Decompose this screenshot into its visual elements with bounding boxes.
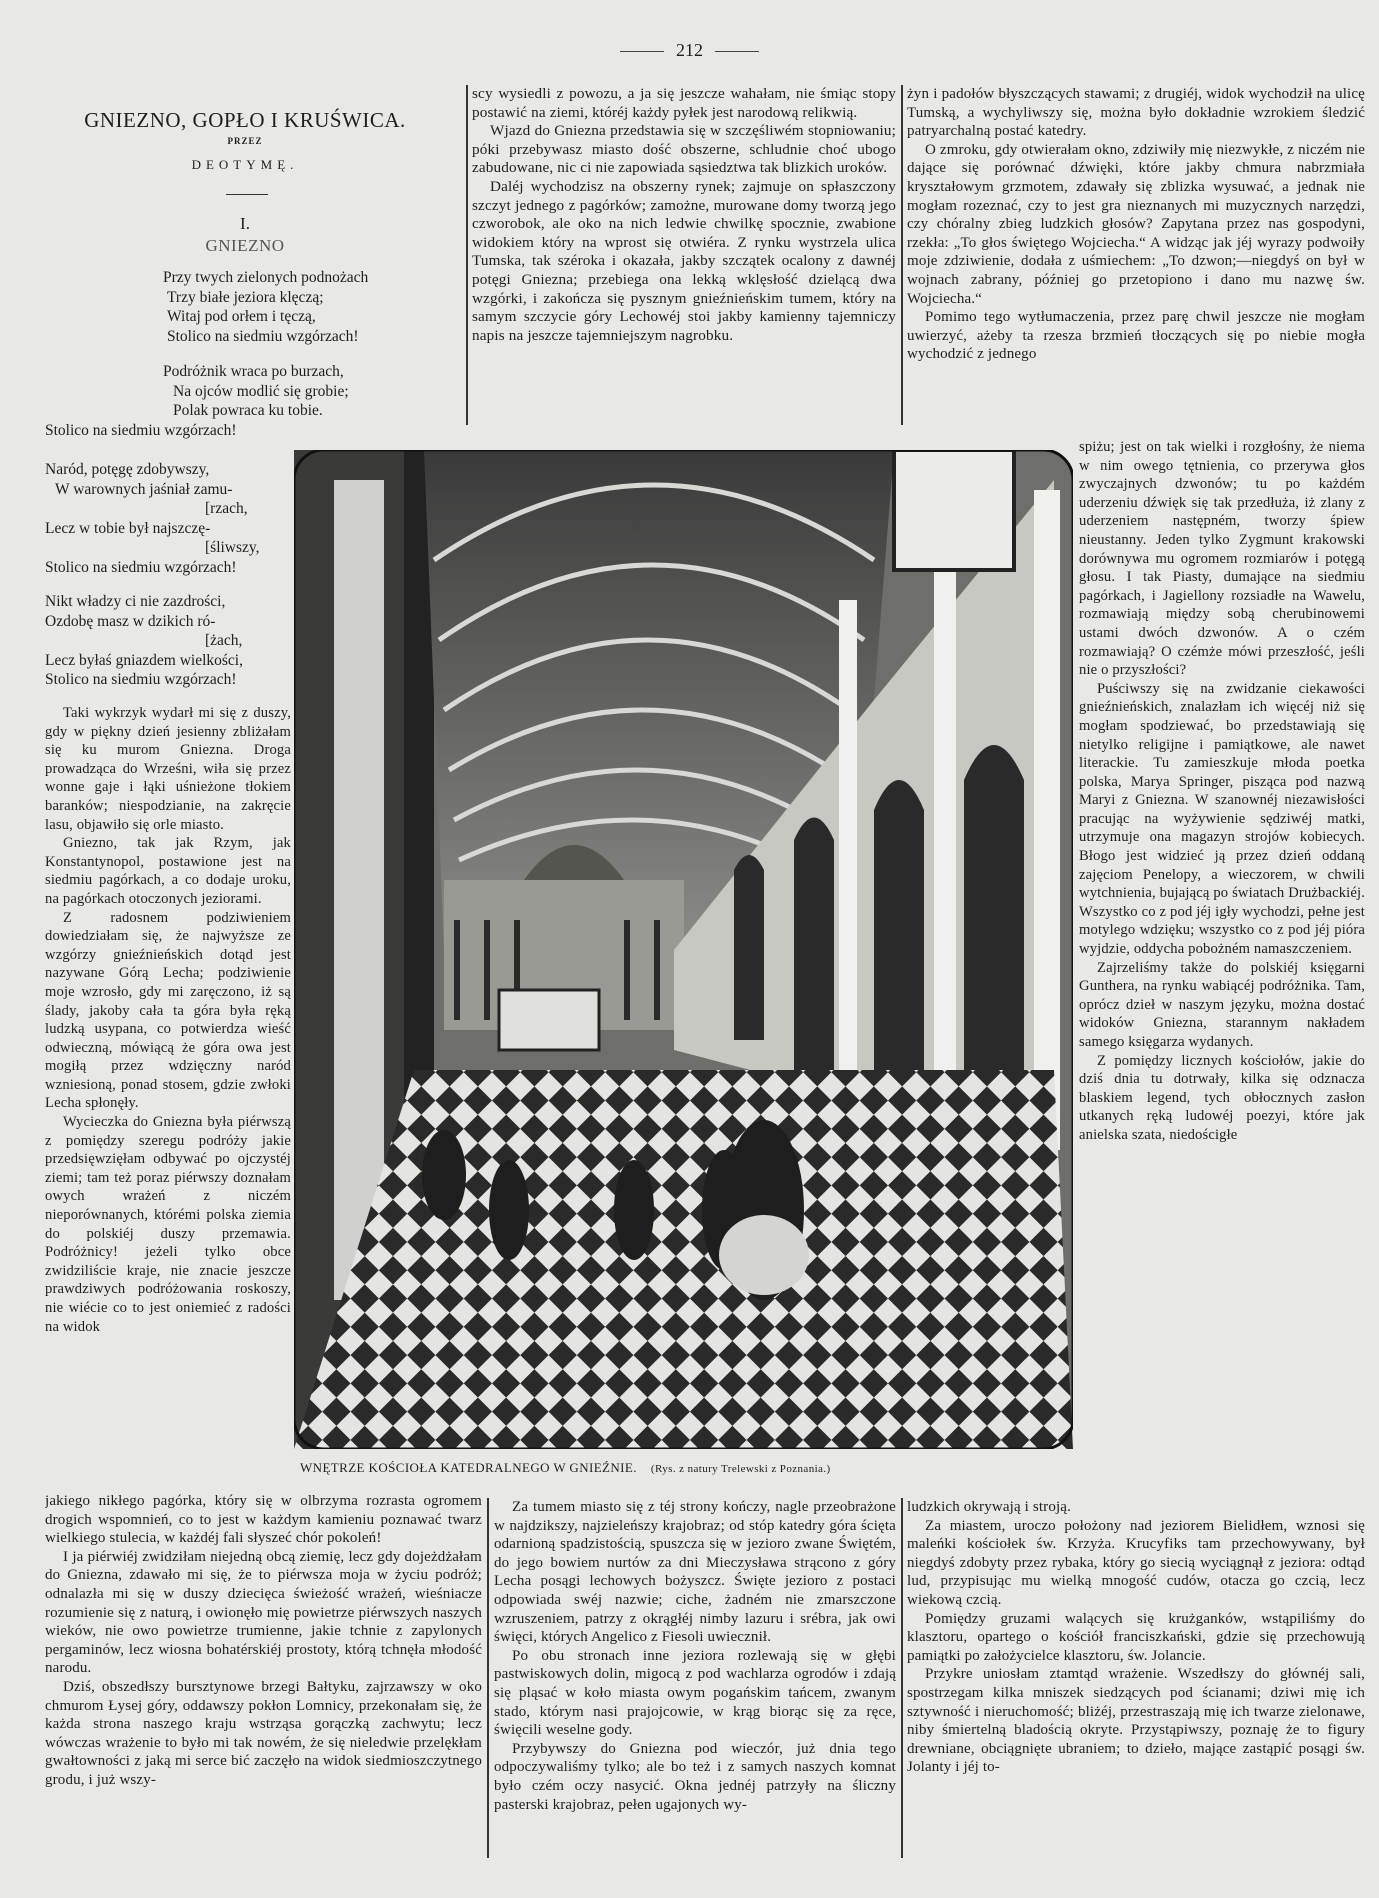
article-title: GNIEZNO, GOPŁO I KRUŚWICA.	[84, 108, 406, 132]
paragraph: ludzkich okrywają i stroją.	[907, 1499, 1072, 1515]
page-number-text: 212	[676, 40, 703, 60]
illustration-caption	[300, 1460, 1070, 1476]
column-rule	[901, 1498, 903, 1858]
paragraph: Z radosnem podziwieniem dowiedziałam się, że najwyższe ze wzgórzy gnieźnieńskich dotąd jest nazywane Górą Lecha; podziwienie moje wzrosło, gdy mi zaręczono, iż są ślady, jakoby cała ta góra była ręką ludzką usypana, co potwierdza wieść odwieczną, mówiącą że góra owa jest mogiłą przez wdzięczny naród wzniesioną, ponad stosem, gdzie zwłoki Lecha spłonęły.	[45, 909, 291, 1112]
cathedral-interior-engraving	[294, 450, 1073, 1449]
paragraph: spiżu; jest on tak wielki i rozgłośny, że niema w nim owego tętnienia, co przerywa głos zwyczajnych dzwonów; tu po każdém uderzeniu dźwięk się tak przedłuża, iż zlany z uderzeniem następném, tworzy śpiew nieustanny. Jeden tylko Zygmunt krakowski dorównywa mu ogromem rozmiarów i potęgą głosu. I tak Piasty, dumające na siedmiu pagórkach, i Jagiellony rozsiadłe na Wawelu, rozmawiają między sobą cherubinowemi ustami dwóch dzwonów. A o czém rozmawiają? O czémże mówi przeszłość, jeśli nie o przyszłości?	[1079, 439, 1365, 679]
paragraph: scy wysiedli z powozu, a ja się jeszcze wahałam, nie śmiąc stopy postawić na ziemi, któréj każdy pyłek jest narodową relikwią.	[472, 85, 896, 121]
poem-stanza-2	[45, 362, 349, 440]
poem-stanza-3	[45, 460, 260, 577]
paragraph: Taki wykrzyk wydarł mi się z duszy, gdy w piękny dzień jesienny zbliżałam się ku murom Gniezna. Droga prowadząca do Wrześni, wiła się przez wonne gaje i łąki uśnieżone tłokiem baranków; niespodzianie, na zakręcie lasu, objawiło się orle miasto.	[45, 705, 291, 833]
paragraph: Puściwszy się na zwidzanie ciekawości gnieźnieńskich, znalazłam ich więcéj niż się mogłam spodziewać, bo przedstawiają się nietylko religijne i pamiątkowe, ale nawet literackie. Tu zamieszkuje młoda poetka polska, Marya Springer, pisząca pod nazwą Maryi z Gniezna. W szanownéj niezawisłości pracując na wyżywienie sędziwéj matki, utrzymuje ona magazyn strojów kobiecych. Błogo jest widzieć ją przez dzień oddaną zajęciom Penelopy, a wieczorem, w chwili wytchnienia, bujającą po światach Drużbackiéj. Wszystko co z pod jéj igły wychodzi, pełne jest motylego wdzięku; wszystko co z pod jéj pióra wyjdzie, oddycha pobożném namaszczeniem.	[1079, 680, 1365, 958]
column-rule	[466, 85, 468, 425]
poem-line: Ozdobę masz w dzikich ró-	[45, 612, 216, 630]
right-column-bottom	[907, 1498, 1365, 1862]
right-column-top	[907, 85, 1365, 437]
paragraph: O zmroku, gdy otwierałam okno, zdziwiły mię niezwykłe, z niczém nie dające się porównać dźwięki, które jakby chmura nabrzmiała kryształowym grzmotem, zdawały się zblizka wysuwać, a jednak nie mogłam rozeznać, czy to jest gra nieznanych mi muzycznych narzędzi, czy chóralny zbieg ludzkich głosów? Zapytana przez nas gospodyni, rzekła: „To głos świętego Wojciecha.“ A widząc jak jéj wyrazy podwoiły moje zdziwienie, dodała z uśmiechem: „To dzwon;—niegdyś on był w wojnach zabrany, później go przetopiono i dano mu nazwę św. Wojciecha.“	[907, 141, 1365, 307]
section-title: GNIEZNO	[205, 236, 285, 255]
poem-line: Polak powraca ku tobie.	[173, 402, 323, 419]
paragraph: Z pomiędzy licznych kościołów, jakie do dziś dnia tu dotrwały, kilka się odznacza blaskiem legend, tych obłocznych zasłon utkanych ręką ludowéj poezyi, które jak anielska szata, niedościgłe	[1079, 1052, 1365, 1143]
poem-stanza-1	[163, 268, 368, 346]
paragraph: Za tumem miasto się z téj strony kończy, nagle przeobrażone w najdzikszy, najzieleńszy krajobraz; od stóp katedry góra ścięta odarnioną spadzistością, spuszcza się w jezioro zwane Świętém, do jego bowiem nurtów za dni Mieczysława strącono z góry Lecha posągi lechowych bożyszcz. Święte jezioro z postaci odpowiada swéj nazwie; ciche, żadném nie zmarszczone wzruszeniem, patrzy z okrągłéj nimby lazuru i srébra, jak owi święci, których Angelico z Fiesoli uwiecznił.	[494, 1499, 896, 1646]
paragraph: Po obu stronach inne jeziora rozlewają się w głębi pastwiskowych dolin, migocą z pod wachlarza ogrodów i zdają się pląsać w koło miasta owym pogańskim tańcem, zwanym stado, którym nasi prajojcowie, w krąg biorąc się za ręce, święcili weselne gody.	[494, 1647, 896, 1739]
paragraph: Pomiędzy gruzami walących się krużganków, wstąpiliśmy do klasztoru, opartego o kościół franciszkański, gdzie się przechowują pamiątki po założycielce klasztoru, św. Jolancie.	[907, 1610, 1365, 1664]
paragraph: jakiego nikłego pagórka, który się w olbrzyma rozrasta ogromem drogich wspomnień, co to jest w każdym kamieniu poznawać twarz wielkiego stulecia, w każdéj fali słyszeć chór pokoleń!	[45, 1493, 482, 1547]
paragraph: Przykre uniosłam ztamtąd wrażenie. Wszedłszy do głównéj sali, spostrzegam kilka mniszek siedzących pod ścianami; dziwi mię ich sztywność i nieruchomość; bliżéj, przestraszają mię ich twarze zielonawe, niby śmiertelną bladością okryte. Przystąpiwszy, poznaję że to figury drewniane, obciągnięte ubraniem; to dzieło, mające zastąpić posągi św. Jolanty i jéj to-	[907, 1666, 1365, 1776]
title-divider	[226, 194, 268, 195]
poem-line: Nikt władzy ci nie zazdrości,	[45, 593, 226, 610]
page-number	[0, 40, 1379, 61]
paragraph: Dziś, obszedłszy bursztynowe brzegi Bałtyku, zajrzawszy w oko chmurom Łysej góry, oddawszy pokłon Lomnicy, przekonałam się, że każda strona naszego kraju wstrząsa gorączką zachwytu; lecz wówczas wrażenie to było mi tak nowém, że się nieledwie przelękłam gwałtowności z jaką mi serce bić zaczęło na widok siedmioszczytnego grodu, i już wszy-	[45, 1678, 482, 1788]
article-author: DEOTYMĘ.	[191, 157, 299, 172]
byline-label: PRZEZ	[227, 136, 263, 146]
poem-line: Na ojców modlić się grobie;	[173, 382, 349, 400]
caption-text: WNĘTRZE KOŚCIOŁA KATEDRALNEGO W GNIEŹNIE.	[300, 1460, 637, 1475]
paragraph: żyn i padołów błyszczących stawami; z drugiéj, widok wychodził na ulicę Tumską, a wychyliwszy się, można było dokładnie wzrokiem śledzić patryarchalną postać katedry.	[907, 86, 1365, 140]
poem-line: Naród, potęgę zdobywszy,	[45, 461, 210, 478]
poem-line: [rzach,	[205, 500, 248, 517]
poem-line: [żach,	[205, 632, 243, 649]
poem-line: Trzy białe jeziora klęczą;	[167, 288, 324, 306]
middle-column-bottom	[494, 1498, 896, 1862]
column-rule	[901, 85, 903, 425]
poem-line: Podróżnik wraca po burzach,	[163, 363, 344, 380]
paragraph: Wycieczka do Gniezna była piérwszą z pomiędzy szeregu podróży jakie przedsięwzięłam odbywać po ojczystéj ziemi; tam też poraz piérwszy doznałam owych wrażeń z niczém nieporównanych, którémi polska ziemia do polskiéj duszy przemawia. Podróżnicy! jeżeli tylko obce zwidziliście kraje, nie znacie jeszcze prawdziwych podróżowania roskoszy, nie wiécie co to jest oniemieć z radości na widok	[45, 1114, 291, 1335]
paragraph: I ja piérwiéj zwidziłam niejedną obcą ziemię, lecz gdy dojeżdżałam do Gniezna, zdawało mi się, że to piérwsza moja w życiu podróż; odnalazła mi się w duszy dziecięca świeżość wrażeń, wieśniacze rozumienie się z naturą, i owionęło mię powietrze piérwszych naszych wieków, nie owo powietrze trumienne, jakie tchnie z zapylonych pergaminów, lecz wiosna bohatérskiéj prostoty, którą tchnęła młodość narodu.	[45, 1548, 482, 1677]
left-column-narrow	[45, 704, 291, 1490]
section-number: I.	[240, 214, 250, 233]
right-column-narrow	[1079, 438, 1365, 1498]
paragraph: Pomimo tego wytłumaczenia, przez parę chwil jeszcze nie mogłam uwierzyć, ażeby ta rzesza brzmień tłoczących się po niebie mogła wychodzić z jednego	[907, 309, 1365, 363]
paragraph: Daléj wychodzisz na obszerny rynek; zajmuje on spłaszczony szczyt jednego z pagórków; zamożne, murowane domy tworzą jego czworobok, ale oko na nich ledwie chwilkę spocznie, zwabione widokiem który na wprost się otwiéra. Z rynku wystrzela ulica Tumska, tak széroka i okazała, jakby szczątek ocalony z dawnéj potęgi Gniezna; przebiega ona lekką wklęsłość dzielącą dwa wzgórki, i zakończa się pysznym gnieźnieńskim tumem, który na samym szczycie góry Lechowéj stoi jakby kamienny tajemniczy napis na jeszcze tajemniejszym nagrobku.	[472, 177, 896, 344]
poem-line: Stolico na siedmiu wzgórzach!	[167, 327, 359, 345]
paragraph: Przybywszy do Gniezna pod wieczór, już dnia tego odpoczywaliśmy tylko; ale bo też i z samych naszych komnat było czém oczy nasycić. Okna jednéj patrzyły na śliczny pasterski krajobraz, pełen ugajonych wy-	[494, 1740, 896, 1813]
poem-line: Lecz w tobie był najszczę-	[45, 519, 211, 537]
poem-line: Witaj pod orłem i tęczą,	[167, 308, 316, 325]
poem-line: Stolico na siedmiu wzgórzach!	[45, 671, 237, 688]
paragraph: Wjazd do Gniezna przedstawia się w szczęśliwém stopniowaniu; póki przebywasz miasto dość obszerne, schludnie choć ubogo zabudowane, nic ci nie zapowiada sąsiedztwa tak blizkich uroków.	[472, 122, 896, 177]
caption-credit: (Rys. z natury Trelewski z Poznania.)	[650, 1463, 831, 1475]
poem-line: Lecz byłaś gniazdem wielkości,	[45, 651, 243, 669]
column-rule	[487, 1498, 489, 1858]
middle-column-top	[472, 85, 896, 430]
poem-line: Stolico na siedmiu wzgórzach!	[45, 558, 237, 576]
paragraph: Zajrzeliśmy także do polskiéj księgarni Gunthera, na rynku wabiącéj podróżnika. Tam, oprócz dzieł w naszym języku, można dostać widoków Gniezna, starannym nakładem samego księgarza wydanych.	[1079, 959, 1365, 1050]
left-column-bottom	[45, 1492, 482, 1862]
poem-stanza-4	[45, 592, 243, 690]
poem-line: Przy twych zielonych podnożach	[163, 269, 369, 286]
paragraph: Gniezno, tak jak Rzym, jak Konstantynopol, postawione jest na siedmiu pagórkach, a co dodaje uroku, na pagórkach otoczonych jeziorami.	[45, 835, 291, 907]
poem-line: W warownych jaśniał zamu-	[55, 480, 233, 498]
poem-line: [śliwszy,	[205, 539, 260, 556]
poem-line: Stolico na siedmiu wzgórzach!	[45, 421, 237, 439]
paragraph: Za miastem, uroczo położony nad jeziorem Bielidłem, wznosi się maleńki kościołek św. Krzyża. Krucyfiks tam przechowywany, był niegdyś zdobyty przez rybaka, który go siecią wyciągnął z jeziora: odtąd lud, przypisując mu wielką mnogość cudów, otacza go czcią, lecz wiekową czcią.	[907, 1517, 1365, 1608]
